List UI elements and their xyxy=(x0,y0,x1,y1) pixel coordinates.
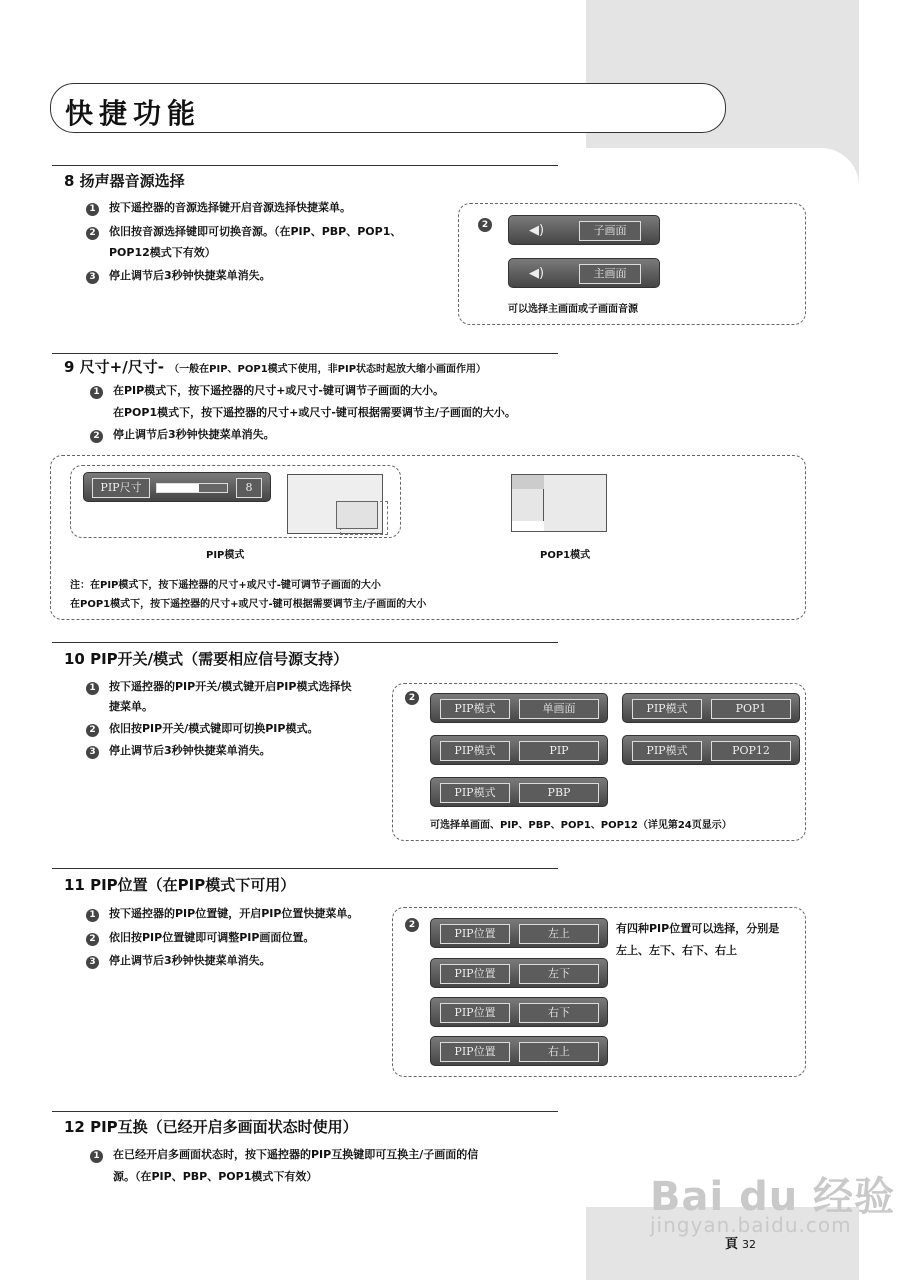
osd-panel-bullet: 2 xyxy=(405,691,419,705)
section-8-step-2: 2 依旧按音源选择键即可切换音源。（在PIP、PBP、POP1、 xyxy=(86,221,401,243)
pop1-left-window xyxy=(512,489,544,521)
pop1-screen-diagram xyxy=(511,474,607,532)
section-divider xyxy=(52,868,558,869)
section-divider xyxy=(52,353,558,354)
section-divider xyxy=(52,165,558,166)
baidu-watermark: Bai du 经验 xyxy=(650,1174,896,1220)
section-11-step-1: 1 按下遥控器的PIP位置键，开启PIP位置快捷菜单。 xyxy=(86,903,358,925)
section-divider xyxy=(52,1111,558,1112)
section-12-title: 12 PIP互换（已经开启多画面状态时使用） xyxy=(64,1118,358,1136)
section-9-note-1: 注：在PIP模式下，按下遥控器的尺寸+或尺寸-键可调节子画面的大小 xyxy=(70,580,381,591)
speaker-icon: ◀) xyxy=(529,223,545,238)
pop1-right-window xyxy=(544,475,606,531)
section-8-caption: 可以选择主画面或子画面音源 xyxy=(508,304,638,315)
speaker-icon: ◀) xyxy=(529,266,545,281)
pop1-top-strip xyxy=(512,475,544,489)
osd-label: PIP模式 xyxy=(632,741,702,761)
section-8-step-3: 3 停止调节后3秒钟快捷菜单消失。 xyxy=(86,265,271,287)
section-12-step-1-cont: 源。（在PIP、PBP、POP1模式下有效） xyxy=(113,1170,318,1183)
step-number-1: 1 xyxy=(86,682,99,695)
osd-pip-position-bottom-right xyxy=(430,997,608,1027)
osd-pip-position-top-left xyxy=(430,918,608,948)
section-10-caption: 可选择单画面、PIP、PBP、POP1、POP12（详见第24页显示） xyxy=(430,820,732,831)
osd-value: PBP xyxy=(519,783,599,803)
page-title-box xyxy=(50,83,726,133)
section-9-title: 9 尺寸+/尺寸- （一般在PIP、POP1模式下使用，非PIP状态时起放大缩小画面作用） xyxy=(64,358,487,376)
section-10-step-2: 2 依旧按PIP开关/模式键即可切换PIP模式。 xyxy=(86,718,318,740)
osd-pip-mode-pip xyxy=(430,735,608,765)
section-8-step-1: 1 按下遥控器的音源选择键开启音源选择快捷菜单。 xyxy=(86,197,351,219)
pip-sub-window xyxy=(336,501,378,529)
osd-value: 左下 xyxy=(519,964,599,984)
caption-pip-mode: PIP模式 xyxy=(206,550,245,561)
osd-pip-position-bottom-left xyxy=(430,958,608,988)
section-8-step-2-cont: POP12模式下有效） xyxy=(109,246,216,259)
section-11-step-2: 2 依旧按PIP位置键即可调整PIP画面位置。 xyxy=(86,927,314,949)
section-11-title: 11 PIP位置（在PIP模式下可用） xyxy=(64,876,296,894)
step-number-2: 2 xyxy=(86,724,99,737)
osd-value: 子画面 xyxy=(579,221,641,241)
size-slider xyxy=(156,483,228,493)
step-number-3: 3 xyxy=(86,746,99,759)
osd-pip-mode-pop1 xyxy=(622,693,800,723)
osd-panel-bullet: 2 xyxy=(478,218,492,232)
section-9-step-1-cont: 在POP1模式下，按下遥控器的尺寸+或尺寸-键可根据需要调节主/子画面的大小。 xyxy=(113,406,516,419)
step-number-1: 1 xyxy=(90,386,103,399)
page-number: 頁 32 xyxy=(725,1237,757,1252)
osd-value: 右下 xyxy=(519,1003,599,1023)
section-9-note-2: 在POP1模式下，按下遥控器的尺寸+或尺寸-键可根据需要调节主/子画面的大小 xyxy=(70,599,427,610)
osd-label: PIP位置 xyxy=(440,1042,510,1062)
page-title: 快捷功能 xyxy=(65,97,202,130)
osd-value: POP1 xyxy=(711,699,791,719)
osd-label: PIP模式 xyxy=(632,699,702,719)
section-9-note: （一般在PIP、POP1模式下使用，非PIP状态时起放大缩小画面作用） xyxy=(169,364,487,375)
osd-value: PIP xyxy=(519,741,599,761)
section-11-side-text-2: 左上、左下、右下、右上 xyxy=(616,944,737,957)
osd-pip-size xyxy=(83,472,271,502)
osd-pip-mode-single xyxy=(430,693,608,723)
slider-fill xyxy=(157,484,199,492)
osd-value: POP12 xyxy=(711,741,791,761)
osd-value: 右上 xyxy=(519,1042,599,1062)
step-number-3: 3 xyxy=(86,271,99,284)
osd-pip-position-top-right xyxy=(430,1036,608,1066)
section-10-step-3: 3 停止调节后3秒钟快捷菜单消失。 xyxy=(86,740,271,762)
section-8-title: 8 扬声器音源选择 xyxy=(64,172,185,190)
step-number-3: 3 xyxy=(86,956,99,969)
osd-pip-mode-pbp xyxy=(430,777,608,807)
osd-value: 左上 xyxy=(519,924,599,944)
osd-value: 主画面 xyxy=(579,264,641,284)
osd-value: 8 xyxy=(236,478,262,498)
pip-screen-diagram xyxy=(287,474,383,534)
section-10-step-1-cont: 捷菜单。 xyxy=(109,700,153,713)
osd-label: PIP尺寸 xyxy=(92,478,150,498)
caption-pop1-mode: POP1模式 xyxy=(540,550,591,561)
osd-value: 单画面 xyxy=(519,699,599,719)
section-10-step-1: 1 按下遥控器的PIP开关/模式键开启PIP模式选择快 xyxy=(86,676,351,698)
osd-label: PIP位置 xyxy=(440,1003,510,1023)
section-divider xyxy=(52,642,558,643)
section-9-step-2: 2 停止调节后3秒钟快捷菜单消失。 xyxy=(90,424,275,446)
step-number-1: 1 xyxy=(86,909,99,922)
osd-audio-main xyxy=(508,258,660,288)
osd-audio-sub xyxy=(508,215,660,245)
osd-label: PIP模式 xyxy=(440,741,510,761)
step-number-2: 2 xyxy=(90,430,103,443)
section-11-side-text-1: 有四种PIP位置可以选择，分别是 xyxy=(616,922,780,935)
osd-label: PIP模式 xyxy=(440,783,510,803)
step-number-1: 1 xyxy=(86,203,99,216)
watermark-url: jingyan.baidu.com xyxy=(650,1213,852,1237)
osd-pip-mode-pop12 xyxy=(622,735,800,765)
section-11-step-3: 3 停止调节后3秒钟快捷菜单消失。 xyxy=(86,950,271,972)
section-12-step-1: 1 在已经开启多画面状态时，按下遥控器的PIP互换键即可互换主/子画面的信 xyxy=(90,1144,478,1166)
section-10-title: 10 PIP开关/模式（需要相应信号源支持） xyxy=(64,650,349,668)
osd-panel-bullet: 2 xyxy=(405,918,419,932)
osd-label: PIP位置 xyxy=(440,964,510,984)
step-number-2: 2 xyxy=(86,227,99,240)
osd-label: PIP模式 xyxy=(440,699,510,719)
osd-label: PIP位置 xyxy=(440,924,510,944)
section-9-step-1: 1 在PIP模式下，按下遥控器的尺寸+或尺寸-键可调节子画面的大小。 xyxy=(90,380,444,402)
step-number-1: 1 xyxy=(90,1150,103,1163)
step-number-2: 2 xyxy=(86,933,99,946)
